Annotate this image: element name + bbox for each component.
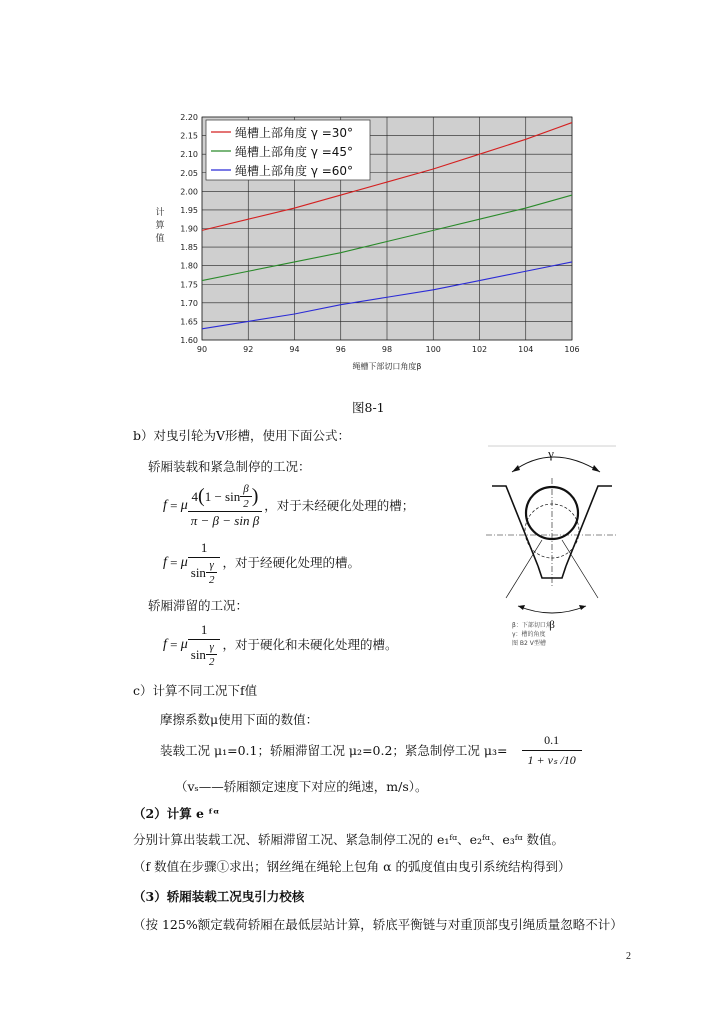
step2-note: （f 数值在步骤①求出；钢丝绳在绳轮上包角 α 的弧度值由曳引系统结构得到） <box>133 859 571 874</box>
y-tick-label: 2.15 <box>180 131 198 141</box>
figure-caption: 图8-1 <box>352 400 385 415</box>
groove-angle-chart <box>150 105 590 380</box>
y-tick-label: 1.90 <box>180 224 198 234</box>
legend-label-2: 绳槽上部角度 γ =45° <box>235 145 354 159</box>
x-tick-label: 98 <box>381 345 393 354</box>
y-tick-label: 2.20 <box>180 113 198 122</box>
section-b-line: b）对曳引轮为V形槽，使用下面公式： <box>133 428 351 443</box>
y-tick-label: 1.65 <box>180 317 198 327</box>
legend-label-3: 绳槽上部角度 γ =60° <box>235 164 354 178</box>
step3-body: （按 125%额定载荷轿厢在最低层站计算，轿底平衡链与对重顶部曳引绳质量忽略不计） <box>133 917 623 932</box>
y-axis-label-char: 计 <box>155 208 165 218</box>
beta-label: β <box>549 619 555 631</box>
diagram-caption-title: 图 B2 V型槽 <box>512 640 546 647</box>
y-tick-label: 1.80 <box>180 261 198 271</box>
mu-values-line: 装载工况 μ₁=0.1；轿厢滞留工况 μ₂=0.2；紧急制停工况 μ₃= $\frac{0.1}{\text{1 + vₛ /10}}$ <box>160 733 582 768</box>
formula-unhardened: f = μ 4 ( 1 − sin $\frac{\beta}{2}$ ) π − β − sin β ，对于未经硬化处理的槽； <box>163 483 415 528</box>
y-axis-label-char: 值 <box>155 234 165 244</box>
step2-body: 分别计算出装载工况、轿厢滞留工况、紧急制停工况的 e₁ᶠᵅ、e₂ᶠᵅ、e₃ᶠᵅ 数值。 <box>133 832 564 847</box>
legend-label-1: 绳槽上部角度 γ =30° <box>235 126 354 140</box>
x-tick-label: 94 <box>289 345 300 354</box>
formula-stall: f = μ 1 sin $\frac{\gamma}{2}$ ，对于硬化和未硬化处理的槽。 <box>163 622 398 668</box>
y-tick-label: 1.70 <box>180 298 198 308</box>
x-tick-label: 104 <box>518 345 534 354</box>
y-tick-label: 1.75 <box>180 280 198 290</box>
chart-legend <box>206 120 370 180</box>
v-groove-diagram <box>482 438 622 658</box>
y-tick-label: 2.10 <box>180 150 198 160</box>
x-tick-label: 92 <box>243 345 254 354</box>
x-tick-label: 106 <box>564 345 580 354</box>
page-number: 2 <box>626 951 631 962</box>
x-tick-label: 102 <box>471 345 488 354</box>
x-tick-label: 100 <box>425 345 441 354</box>
x-tick-label: 90 <box>196 345 208 354</box>
load-case-heading: 轿厢装载和紧急制停的工况： <box>148 459 311 474</box>
friction-heading: 摩擦系数μ使用下面的数值： <box>160 712 319 727</box>
y-tick-label: 2.05 <box>180 168 198 178</box>
step2-heading: （2）计算 e ᶠᵅ <box>133 806 220 821</box>
y-tick-label: 1.95 <box>180 205 198 215</box>
y-tick-label: 1.60 <box>180 336 198 345</box>
y-tick-label: 1.85 <box>180 243 198 253</box>
vs-definition-line: （vₛ——轿厢额定速度下对应的绳速，m/s）。 <box>175 779 428 794</box>
diagram-caption-beta: β：下部切口角 <box>512 622 552 629</box>
step3-heading: （3）轿厢装载工况曳引力校核 <box>133 889 305 904</box>
formula-hardened: f = μ 1 sin $\frac{\gamma}{2}$ ，对于经硬化处理的槽。 <box>163 540 360 586</box>
chart-y-axis-label <box>155 206 164 244</box>
x-tick-label: 96 <box>335 345 346 354</box>
stall-case-heading: 轿厢滞留的工况： <box>148 598 249 613</box>
gamma-label: γ <box>548 446 554 461</box>
chart-x-axis-label: 绳槽下部切口角度β <box>352 362 422 371</box>
beta-arc <box>518 606 586 613</box>
y-axis-label-char: 算 <box>155 221 165 231</box>
section-c-line: c）计算不同工况下f值 <box>133 683 258 698</box>
gamma-arc <box>512 457 600 472</box>
diagram-caption-gamma: γ：槽的角度 <box>512 631 546 638</box>
y-tick-label: 2.00 <box>180 187 198 197</box>
